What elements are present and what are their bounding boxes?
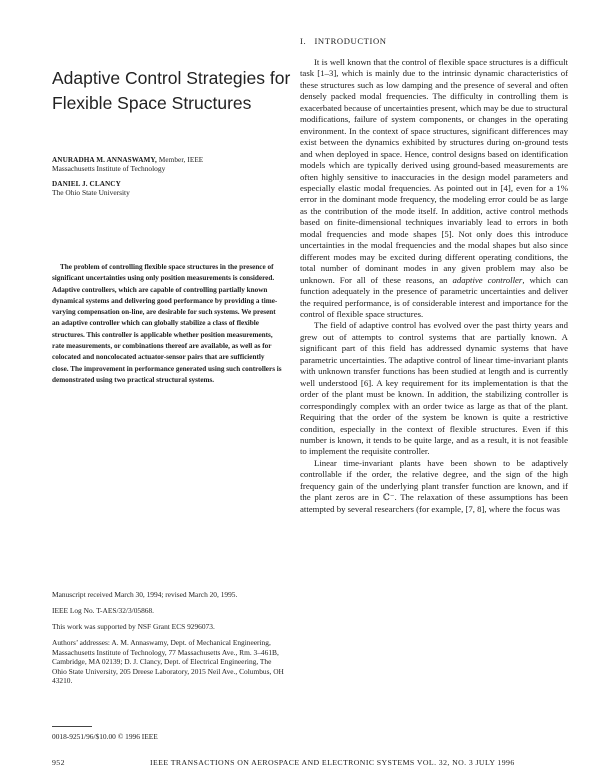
support-note: This work was supported by NSF Grant ECS 9296073.	[52, 622, 215, 631]
paper-title	[52, 66, 292, 116]
copyright-line: 0018-9251/96/$10.00 © 1996 IEEE	[52, 732, 158, 741]
author-name: DANIEL J. CLANCY	[52, 180, 121, 188]
page-number: 952	[52, 758, 65, 767]
section-heading	[300, 36, 387, 46]
log-number: IEEE Log No. T-AES/32/3/05868.	[52, 606, 155, 615]
section-number: I.	[300, 36, 307, 46]
footnote-divider	[52, 726, 92, 727]
author-affiliation: Massachusetts Institute of Technology	[52, 164, 166, 173]
paragraph-2: The field of adaptive control has evolved over the past thirty years and grew out of attempts to control systems that are partially known. A significant part of this field has addressed dynamic systems that have parametric uncertainties. The adaptive control of linear time-invariant plants with unknown transfer functions has been studied at length and is currently well understood [6]. A key requirement for its implementation is that the order of the plant must be known. In addition, the stabilizing controller is correspondingly complex with an order twice as large as that of the plant. Requiring that the order of the system be known is quite a restrictive condition, especially in the context of flexible structures. Even if this number is known, it tends to be quite large, and as a result, it is not feasible to implement the requisite controller.	[300, 320, 568, 457]
title-line-1: Adaptive Control Strategies for	[52, 68, 291, 88]
author-block-1	[52, 156, 292, 173]
author-affiliation: The Ohio State University	[52, 188, 130, 197]
manuscript-note: Manuscript received March 30, 1994; revised March 20, 1995.	[52, 590, 238, 599]
abstract: The problem of controlling flexible space structures in the presence of significant uncertainties using only position measurements is considered. Adaptive controllers, which are capable of controlling partially known dynamical systems and delivering good performance by providing a time-varying compensation on-line, are desirable for such systems. We present an adaptive controller which can globally stabilize a class of flexible structures. This controller is applicable whether position measurements, rate measurements, or combinations thereof are available, as well as for colocated and noncolocated actuator-sensor pairs that are sufficiently close. The improvement in performance generated using such controllers is demonstrated using two practical structural systems.	[52, 263, 282, 384]
journal-info: IEEE TRANSACTIONS ON AEROSPACE AND ELECTRONIC SYSTEMS VOL. 32, NO. 3 JULY 1996	[150, 758, 515, 767]
page-footer	[52, 758, 572, 767]
section-title: INTRODUCTION	[314, 36, 387, 46]
author-name: ANURADHA M. ANNASWAMY,	[52, 156, 157, 164]
title-line-2: Flexible Space Structures	[52, 93, 252, 113]
author-block-2	[52, 180, 292, 197]
paragraph-1: It is well known that the control of flexible space structures is a difficult task [1–3], which is mainly due to the intrinsic dynamic characteristics of these structures such as low damping and the presence of several and often densely packed modal frequencies. The difficulty in controlling them is exacerbated because of uncertainties present, which may be due to structural modifications, failure of system components, or changes in the operating environment. In the context of space structures, significant differences may exist between the dynamics exhibited by structures during on-ground tests and when deployed in space. Hence, control designs based on identification models which are typically derived using ground-based measurements are often highly sensitive to inaccuracies in the design model parameters and especially elastic modal frequencies. As pointed out in [4], even for a 1% error in the dominant mode frequency, the modeling error could be as large as the contribution of the mode itself. In addition, active control methods based on finite-dimensional techniques invariably lead to errors in both modal frequencies and mode shapes [5]. Not only does this introduce uncertainties in the modal frequencies and the modal shapes but also since different modes may be excited during different operating conditions, the total number of dominant modes in any given problem may also be unknown. For all of these reasons, an adaptive controller, which can function adequately in the presence of parametric uncertainties and deliver the required performance, is of considerable interest and importance for the control of flexible space structures.	[300, 57, 568, 319]
body-column	[300, 57, 568, 515]
paragraph-3: Linear time-invariant plants have been shown to be adaptively controllable if the order, the relative degree, and the sign of the high frequency gain of the underlying plant transfer function are known, and if the plant zeros are in ℂ⁻. The relaxation of these assumptions has been attempted by several researchers (for example, [7, 8], where the focus was	[300, 457, 568, 514]
emphasis-adaptive-controller: adaptive controller	[452, 274, 523, 285]
author-role: Member, IEEE	[158, 156, 204, 164]
author-addresses: Authors’ addresses: A. M. Annaswamy, Dept. of Mechanical Engineering, Massachusetts Institute of Technology, 77 Massachusetts Ave., Rm. 3–461B, Cambridge, MA 02139; D. J. Clancy, Dept. of Electrical Engineering, The Ohio State University, 205 Dreese Laboratory, 2015 Neil Ave., Columbus, OH 43210.	[52, 638, 284, 686]
